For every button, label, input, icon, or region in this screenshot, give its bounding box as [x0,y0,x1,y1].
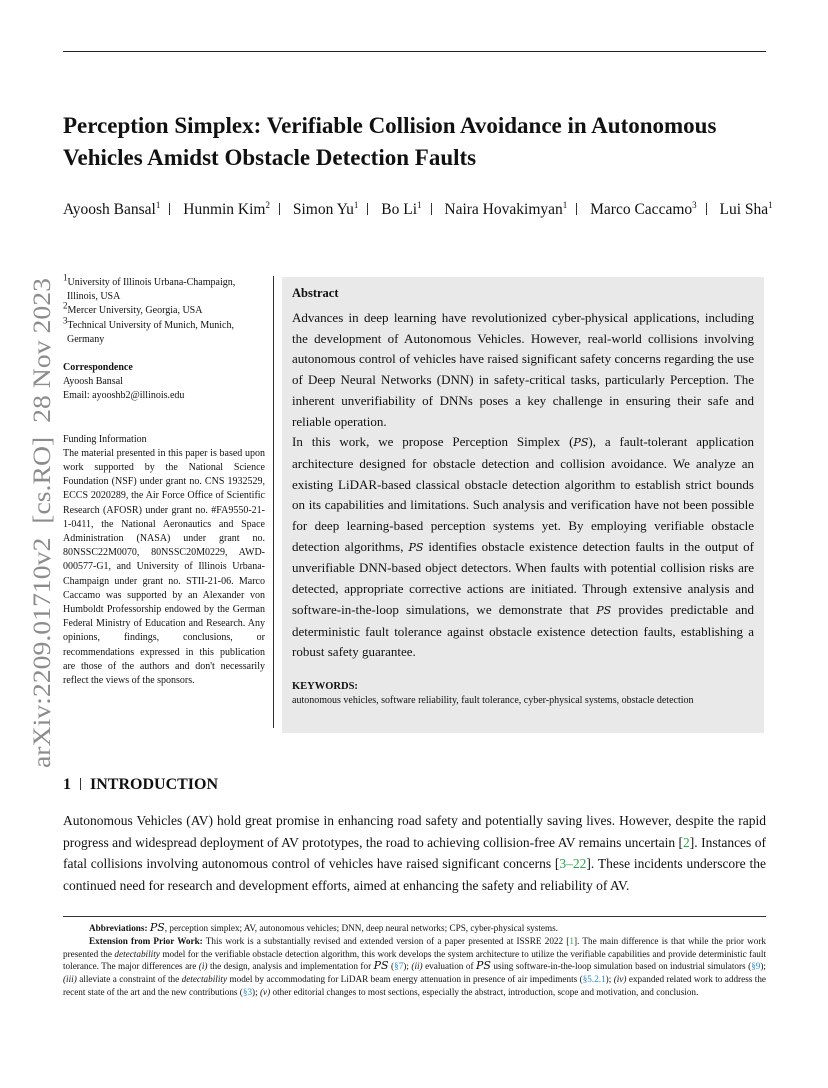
correspondence-name: Ayoosh Bansal [63,376,123,388]
ps-symbol: PS [476,959,491,973]
column-divider [273,276,274,728]
author: Ayoosh Bansal [63,201,156,218]
section-heading-introduction [63,776,218,794]
left-column [63,272,265,688]
ps-symbol: PS [408,540,424,554]
funding-heading: Funding Information [63,433,147,445]
citation-link[interactable]: 3–22 [559,856,587,871]
section-link[interactable]: §3 [242,986,253,997]
affiliation: 2Mercer University, Georgia, USA [63,301,203,317]
introduction-paragraph: Autonomous Vehicles (AV) hold great promise in enhancing road safety and potentially saving lives. However, despite the rapid progress and widespread deployment of AV prototypes, the road to achieving collision-free AV remains uncertain [2]. Instances of fatal collisions involving autonomous control of vehicles have raised significant concerns [3–22]. These incidents underscore the continued need for research and development efforts, aimed at enhancing the safety and reliability of AV. [63,813,766,893]
keywords-heading: KEYWORDS: [292,680,358,692]
abstract-heading: Abstract [292,286,339,300]
citation-link[interactable]: 1 [569,935,574,946]
author-affiliation-mark: 1 [768,199,773,210]
keywords: autonomous vehicles, software reliability, fault tolerance, cyber-physical systems, obstacle detection [292,694,694,706]
abstract-paragraph-2: In this work, we propose Perception Simplex (PS), a fault-tolerant application architecture designed for obstacle detection and collision avoidance. We analyze an existing LiDAR-based classical obstacle detection algorithm to establish strict bounds on its capabilities and limitations. Such analysis and verification have not been possible for deep learning-based perception systems yet. By employing verifiable obstacle detection algorithms, PS identifies obstacle existence detection faults in the output of unverifiable DNN-based object detectors. When faults with potential collision risks are detected, appropriate corrective actions are initiated. Through extensive analysis and software-in-the-loop simulations, we demonstrate that PS provides predictable and deterministic fault tolerance against obstacle existence detection faults, establishing a robust safety guarantee. [292,434,755,660]
citation-link[interactable]: 2 [683,834,690,850]
footnote [63,922,766,999]
author-affiliation-mark: 3 [692,199,697,210]
section-link[interactable]: §9 [751,961,761,972]
author: Lui Sha [719,201,769,218]
author-affiliation-mark: 1 [417,199,422,210]
arxiv-stamp-text: arXiv:2209.01710v2 [cs.RO] 28 Nov 2023 [29,326,56,768]
ps-symbol: PS [373,959,389,973]
author: Hunmin Kim [183,201,266,218]
author-list [63,198,783,222]
author: Marco Caccamo [590,201,693,218]
funding-text: The material presented in this paper is based upon work supported by the National Science Foundation (NSF) under grant no. CNS 1932529, ECCS 2020289, the Air Force Office of Scientific Research (AFOSR) under grant no. #FA9550-21-1-0411, the National Aeronautics and Space Administration (NASA) under grant no. 80NSSC22M0070, 80NSSC20M0229, AWD-000577-G1, and University of Illinois Urbana-Champaign under grant no. STII-21-06. Marco Caccamo was supported by an Alexander von Humboldt Professorship endowed by the German Federal Ministry of Education and Research. Any opinions, findings, conclusions, or recommendations expressed in this publication are those of the authors and don't necessarily reflect the views of the sponsors. [63,447,265,687]
ps-symbol: PS [149,921,165,934]
extension-note: Extension from Prior Work: This work is a substantially revised and extended version of a paper presented at ISSRE 2022 [1]. The main difference is that while the prior work presented the detectability model for the verifiable obstacle detection algorithm, this work develops the system architecture to utilize the verifiable capabilities and provide deterministic fault tolerance. The major differences are (i) the design, analysis and implementation for PS (§7); (ii) evaluation of PS using software-in-the-loop simulation based on industrial simulators (§9); (iii) alleviate a constraint of the detectability model by accommodating for LiDAR beam energy attenuation in presence of air impediments (§5.2.1); (iv) expanded related work to address the recent state of the art and the new contributions (§3); (v) other editorial changes to most sections, especially the abstract, introduction, scope and motivation, and conclusion. [63,935,767,997]
author-separator [279,203,280,215]
author-affiliation-mark: 1 [353,199,359,210]
section-link[interactable]: §7 [394,961,404,972]
arxiv-stamp [20,275,60,770]
paper-title: Perception Simplex: Verifiable Collision Avoidance in Autonomous Vehicles Amidst Obstacle Detection Faults [63,113,717,170]
author-affiliation-mark: 1 [562,199,568,210]
author: Simon Yu [292,201,354,218]
affiliation: 1University of Illinois Urbana-Champaign, [63,272,236,288]
author-separator [431,203,432,215]
top-rule [63,51,766,52]
author-affiliation-mark: 1 [155,199,161,210]
abstract-paragraph-1: Advances in deep learning have revolutionized cyber-physical applications, including the development of Autonomous Vehicles. However, real-world collisions involving autonomous control of vehicles have raised significant safety concerns regarding the use of Deep Neural Networks (DNN) in safety-critical tasks, particularly Perception. The inherent unverifiability of DNNs poses a key challenge in ensuring their safe and reliable operation. [292,310,754,429]
section-number: 1 [63,776,71,793]
correspondence-email: Email: ayooshb2@illinois.edu [63,390,185,402]
affiliation-continued: Illinois, USA [67,291,121,303]
ps-symbol: PS [573,436,589,450]
author-affiliation-mark: 2 [265,199,270,210]
author-separator [706,203,707,215]
section-link[interactable]: §5.2.1 [582,974,606,985]
affiliation: 3Technical University of Munich, Munich, [63,315,234,331]
section-separator [80,778,81,790]
correspondence-heading: Correspondence [63,362,133,374]
author-separator [367,203,368,215]
author-separator [576,203,577,215]
affiliation-continued: Germany [67,333,105,345]
author: Naira Hovakimyan [444,201,563,218]
footnote-rule [63,916,766,917]
author-separator [169,203,170,215]
author: Bo Li [381,201,418,218]
section-title: INTRODUCTION [90,776,219,793]
abbreviations-note: Abbreviations: PS, perception simplex; AV, autonomous vehicles; DNN, deep neural networks; CPS, cyber-physical systems. [89,921,558,934]
abstract-box [282,277,764,733]
ps-symbol: PS [596,603,612,617]
